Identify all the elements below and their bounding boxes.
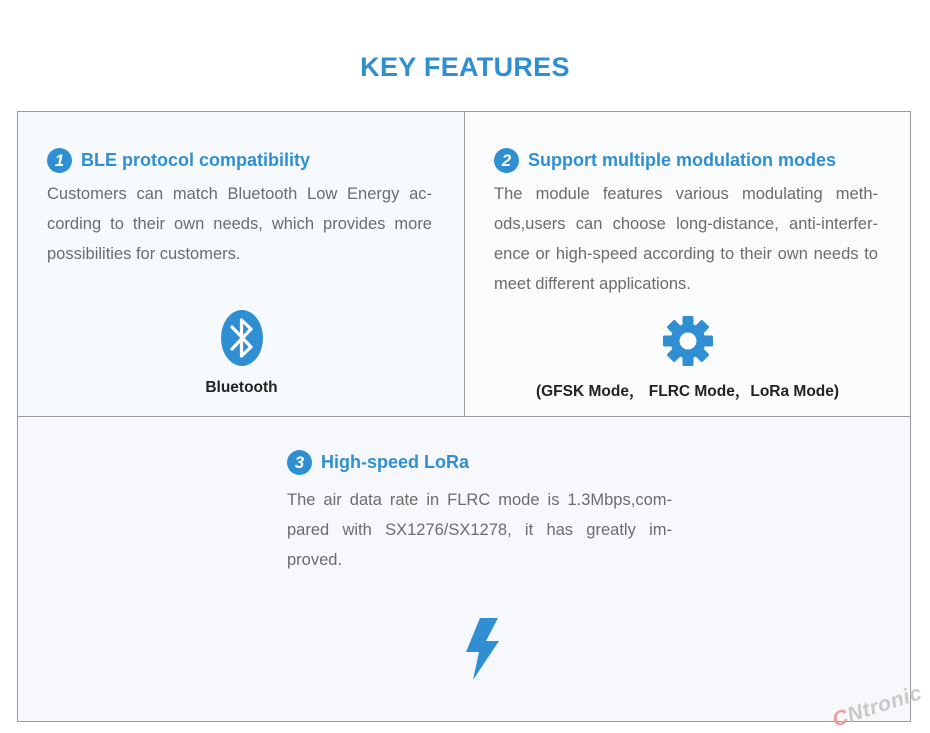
feature-caption: (GFSK Mode， FLRC Mode，LoRa Mode) — [535, 383, 840, 400]
feature-number-badge: 1 — [47, 148, 72, 173]
feature-heading — [494, 148, 836, 173]
gear-icon — [662, 315, 714, 367]
features-grid — [17, 111, 911, 722]
feature-title: High-speed LoRa — [321, 452, 470, 472]
feature-card-modulation — [465, 112, 910, 417]
feature-title: BLE protocol compatibility — [81, 150, 311, 170]
feature-description: The module features various modulating meth-ods,users can choose long-distance, anti-interfer-ence or high-speed according to their own needs to meet different applications. — [494, 185, 878, 293]
feature-description: Customers can match Bluetooth Low Energy ac-cording to their own needs, which provides more possibilities for customers. — [47, 185, 432, 263]
page-title: KEY FEATURES — [360, 52, 570, 82]
bluetooth-icon — [220, 309, 264, 367]
feature-title: Support multiple modulation modes — [528, 150, 836, 170]
feature-heading — [287, 450, 469, 475]
feature-number-badge: 3 — [287, 450, 312, 475]
feature-description: The air data rate in FLRC mode is 1.3Mbps,com-pared with SX1276/SX1278, it has greatly im-proved. — [287, 491, 672, 569]
watermark-logo: CNtronic — [829, 681, 926, 732]
feature-caption: Bluetooth — [205, 379, 278, 396]
feature-card-ble — [18, 112, 465, 417]
feature-heading — [47, 148, 310, 173]
feature-card-high-speed-lora — [18, 417, 910, 721]
feature-number-badge: 2 — [494, 148, 519, 173]
lightning-bolt-icon — [462, 616, 502, 682]
